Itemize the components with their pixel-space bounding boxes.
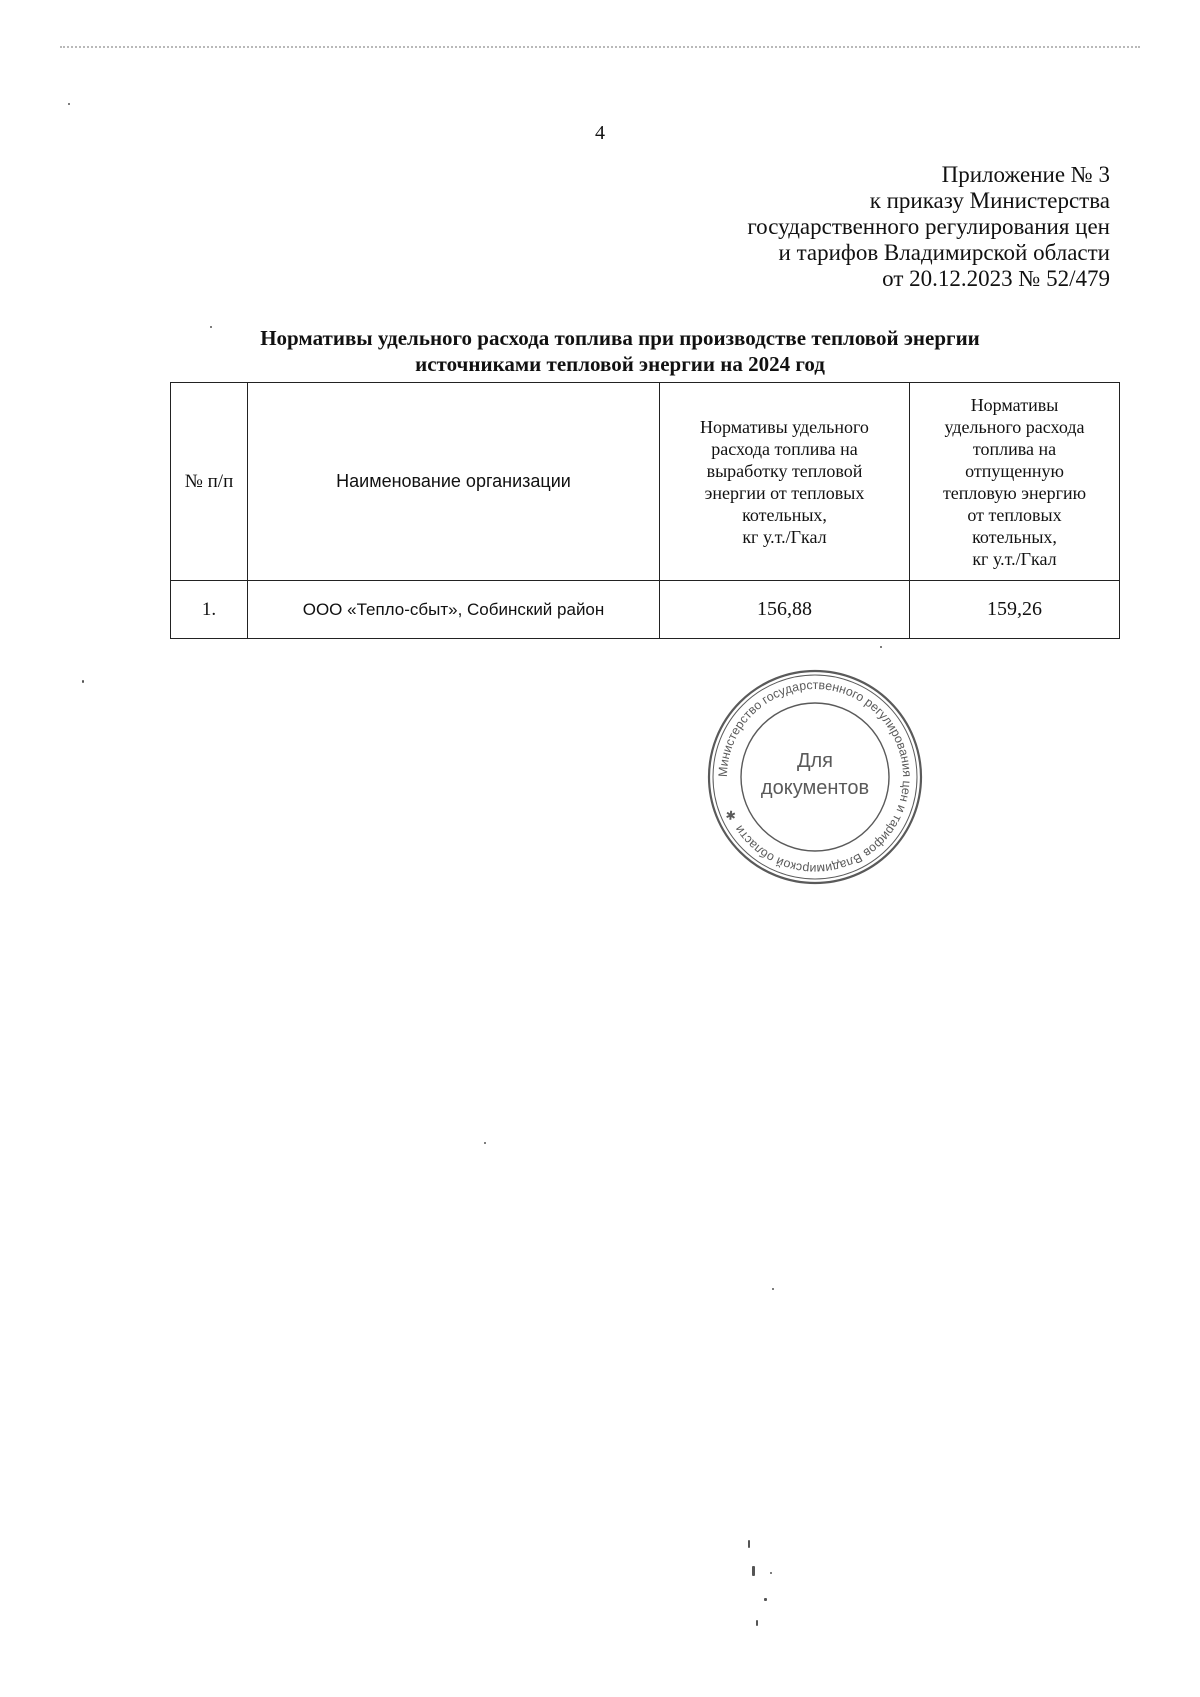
seal-ring-text: Министерство государственного регулирования цен и тарифов Владимирской области ✱ xyxy=(715,677,915,877)
header-line: энергии от тепловых xyxy=(704,482,865,503)
scan-speck xyxy=(484,1142,486,1144)
header-line: расхода топлива на xyxy=(711,438,858,459)
header-line: кг у.т./Гкал xyxy=(972,548,1057,569)
header-line: котельных, xyxy=(742,504,827,525)
appendix-line: и тарифов Владимирской области xyxy=(778,240,1110,265)
document-title-line: источниками тепловой энергии на 2024 год xyxy=(415,352,825,376)
scan-speck xyxy=(880,646,882,648)
scan-speck xyxy=(756,1620,758,1626)
header-norm-production xyxy=(660,383,910,581)
header-norm-supplied xyxy=(910,383,1120,581)
appendix-header xyxy=(747,162,1110,292)
header-line: отпущенную xyxy=(965,460,1064,481)
scan-speck xyxy=(770,1572,772,1574)
appendix-line: Приложение № 3 xyxy=(941,162,1110,187)
header-line: котельных, xyxy=(972,526,1057,547)
official-seal-stamp xyxy=(706,668,924,886)
header-line: топлива на xyxy=(972,438,1057,459)
row-norm-production: 156,88 xyxy=(660,581,910,639)
document-title-line: Нормативы удельного расхода топлива при производстве тепловой энергии xyxy=(260,326,980,350)
scan-speck xyxy=(82,680,84,683)
row-norm-supplied: 159,26 xyxy=(910,581,1120,639)
scan-speck xyxy=(748,1540,750,1548)
seal-center-line2: документов xyxy=(760,777,870,799)
appendix-line: государственного регулирования цен xyxy=(747,214,1110,239)
header-line: кг у.т./Гкал xyxy=(742,526,827,547)
header-line: выработку тепловой xyxy=(706,460,863,481)
table-row xyxy=(171,581,1120,639)
header-line: тепловую энергию xyxy=(942,482,1087,503)
header-line: Нормативы удельного xyxy=(700,416,869,437)
scan-speck xyxy=(772,1288,774,1290)
scan-speck xyxy=(764,1598,767,1601)
norms-table xyxy=(170,382,1120,639)
header-line: Нормативы xyxy=(970,394,1059,415)
scan-speck xyxy=(210,326,212,328)
scan-speck xyxy=(68,103,70,105)
scan-artifact-line xyxy=(60,46,1140,48)
row-num: 1. xyxy=(171,581,248,639)
table-header-row xyxy=(171,383,1120,581)
row-org-name: ООО «Тепло-сбыт», Собинский район xyxy=(248,581,660,639)
header-num: № п/п xyxy=(171,383,248,581)
header-org: Наименование организации xyxy=(248,383,660,581)
scan-speck xyxy=(752,1566,755,1576)
document-title xyxy=(170,325,1070,377)
seal-center-line1: Для xyxy=(796,750,834,772)
header-line: от тепловых xyxy=(967,504,1062,525)
appendix-line: от 20.12.2023 № 52/479 xyxy=(882,266,1110,291)
appendix-line: к приказу Министерства xyxy=(869,188,1110,213)
page-number: 4 xyxy=(595,122,605,144)
header-line: удельного расхода xyxy=(944,416,1085,437)
